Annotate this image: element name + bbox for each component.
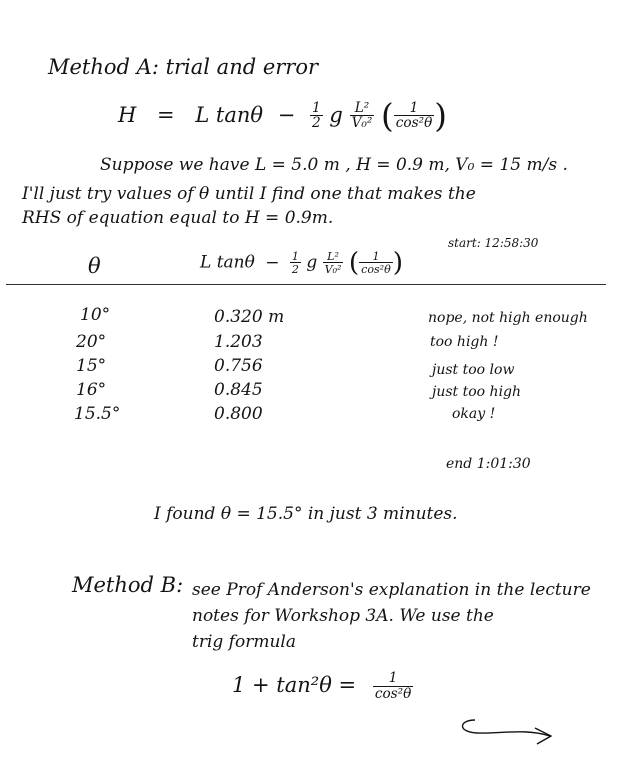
equation-half-fraction: $\frac{1}{2}$ xyxy=(312,99,321,132)
table-header-formula: L tanθ − $\frac{1}{2}$ g $\frac{\text{L²}}{\text{V₀²}}$ ( $\frac{1}{\text{cos²θ}}$ ) xyxy=(200,248,404,278)
equation-l2-fraction: $\frac{\text{L²}}{\text{V₀²}}$ xyxy=(351,99,373,132)
equation-equals: = xyxy=(157,102,175,127)
rhs-value: 0.320 m xyxy=(214,307,285,327)
theta-value: 15.5° xyxy=(74,404,121,424)
main-equation: H = L tanθ − $\frac{1}{2}$ g $\frac{\text{L²}}{\text{V₀²}}$ ( $\frac{1}{\text{cos²θ}}$ ) xyxy=(118,97,447,135)
row-note: okay ! xyxy=(452,406,496,422)
table-header-theta: θ xyxy=(88,254,101,278)
rhs-value: 0.845 xyxy=(214,380,263,400)
equation-g: g xyxy=(329,102,343,127)
rhs-value: 1.203 xyxy=(214,332,263,352)
row-note: just too low xyxy=(432,362,515,378)
equation-lhs: H xyxy=(118,102,137,127)
start-time: start: 12:58:30 xyxy=(448,236,539,250)
equation-term1: L tanθ xyxy=(195,102,264,127)
suppose-line: Suppose we have L = 5.0 m , H = 0.9 m, V₀ = 15 m/s . xyxy=(100,155,568,175)
row-note: just too high xyxy=(432,384,522,400)
row-note: too high ! xyxy=(430,334,499,350)
theta-value: 10° xyxy=(80,305,111,325)
method-a-heading: Method A: trial and error xyxy=(48,55,319,79)
continue-arrow-icon xyxy=(455,702,565,752)
trig-formula-fraction: $\frac{1}{\text{cos²θ}}$ xyxy=(374,670,412,702)
trig-formula xyxy=(232,672,413,701)
theta-value: 15° xyxy=(76,356,107,376)
theta-value: 16° xyxy=(76,380,107,400)
rhs-value: 0.756 xyxy=(214,356,263,376)
trig-formula-lhs: 1 + tan²θ = xyxy=(232,673,357,698)
method-b-text-line2: notes for Workshop 3A. We use the xyxy=(192,606,494,626)
result-line: I found θ = 15.5° in just 3 minutes. xyxy=(154,504,458,524)
theta-value: 20° xyxy=(76,332,107,352)
row-note: nope, not high enough xyxy=(428,310,588,326)
method-b-text-line3: trig formula xyxy=(192,632,296,652)
end-time: end 1:01:30 xyxy=(446,456,531,472)
equation-cos-fraction: $\frac{1}{\text{cos²θ}}$ xyxy=(395,99,433,132)
rhs-line: RHS of equation equal to H = 0.9m. xyxy=(22,208,334,228)
table-header-rule xyxy=(6,284,606,285)
method-b-text-line1: see Prof Anderson's explanation in the lecture xyxy=(192,580,591,600)
try-line: I'll just try values of θ until I find one that makes the xyxy=(22,184,476,204)
method-b-heading: Method B: xyxy=(72,573,184,597)
equation-minus: − xyxy=(277,102,296,127)
rhs-value: 0.800 xyxy=(214,404,263,424)
